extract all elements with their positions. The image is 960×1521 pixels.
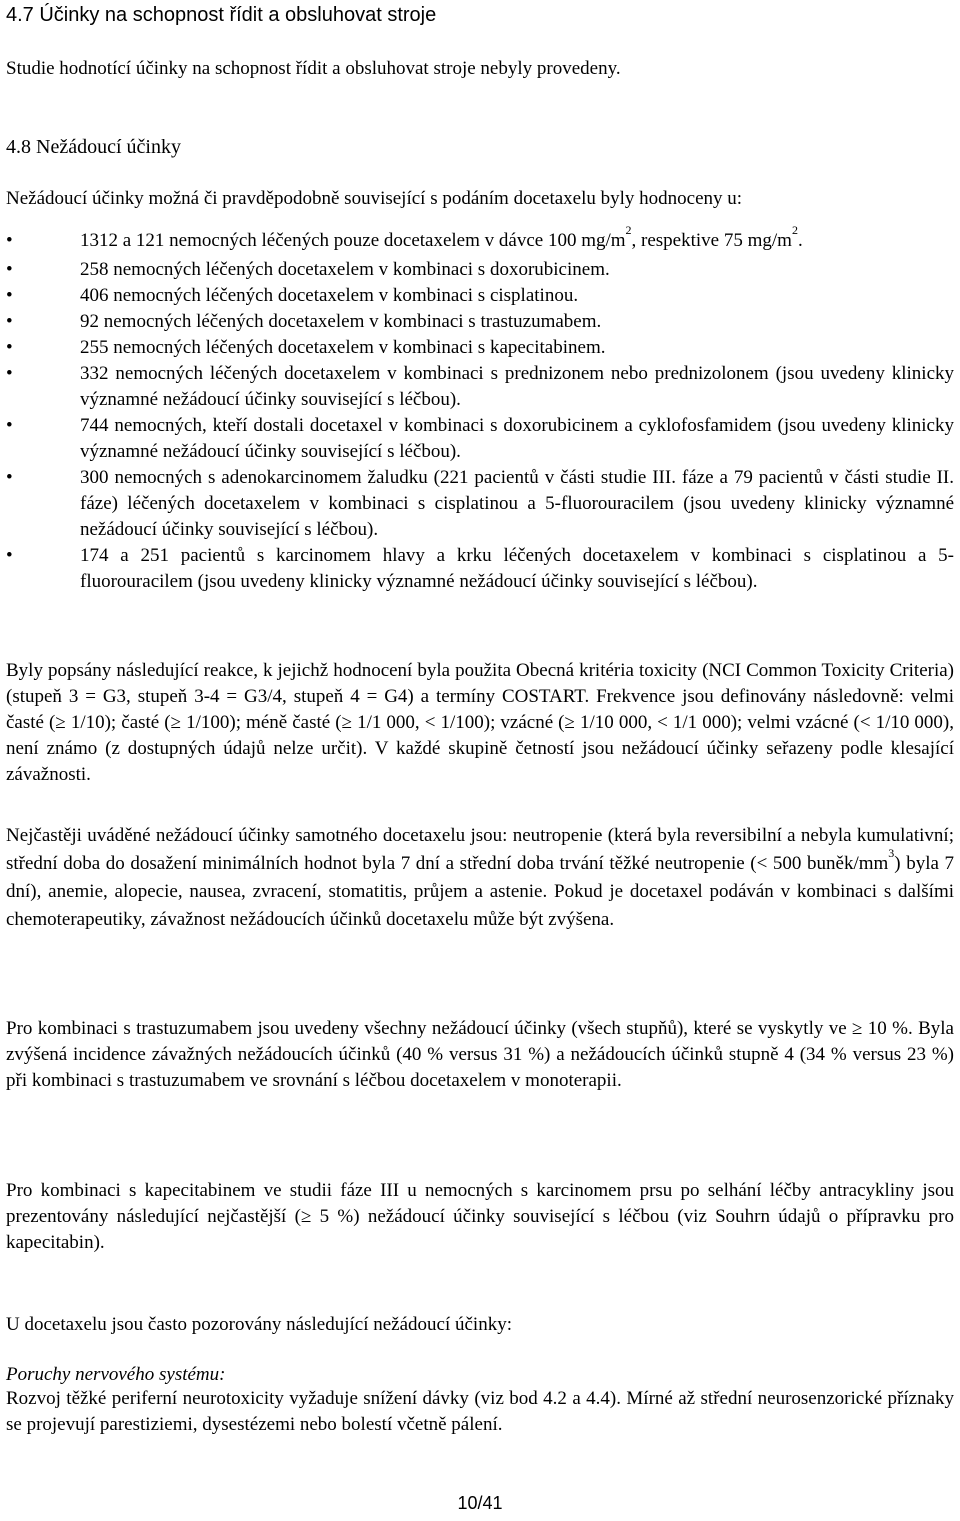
list-item-text: 332 nemocných léčených docetaxelem v kombinaci s prednizonem nebo prednizolonem (jsou uvedeny klinicky významné nežádoucí účinky související s léčbou). [80,363,954,410]
section-4-7-heading: 4.7 Účinky na schopnost řídit a obsluhovat stroje [6,4,437,26]
section-4-8-intro [6,186,954,212]
bullet-icon: • [6,467,13,488]
bullet-icon: • [6,337,13,358]
nervous-system-section [6,1364,954,1438]
list-item [6,413,954,465]
list-item-text: 406 nemocných léčených docetaxelem v kombinaci s cisplatinou. [80,285,579,306]
bullet-icon: • [6,259,13,280]
section-4-7 [6,2,954,28]
list-item [6,257,954,283]
paragraph-text: ) byla 7 dní), anemie, alopecie, nausea, zvracení, stomatitis, průjem a astenie. Pokud je docetaxel podáván v kombinaci s dalšími chemoterapeutiky, závažnost nežádoucích účinků docetaxelu může být zvýšena. [6,853,954,930]
paragraph-text: Nejčastěji uváděné nežádoucí účinky samotného docetaxelu jsou: neutropenie (která byla reversibilní a nebyla kumulativní; střední doba do dosažení minimálních hodnot byla 7 dní a střední doba trvání těžké neutropenie (< 500 buněk/mm [6,825,954,874]
page-number: 10/41 [457,1493,503,1513]
trastuzumab-paragraph [6,1016,954,1094]
list-item [6,361,954,413]
list-item-text: , respektive 75 mg/m [631,230,792,251]
list-item-text: 174 a 251 pacientů s karcinomem hlavy a krku léčených docetaxelem v kombinaci s cisplatinou a 5-fluorouracilem (jsou uvedeny klinicky významné nežádoucí účinky související s léčbou). [80,545,954,592]
nervous-system-subheading: Poruchy nervového systému: [6,1364,226,1385]
common-effects-text [6,822,954,934]
bullet-icon: • [6,545,13,566]
patient-groups-list [6,225,954,595]
section-4-8-heading: 4.8 Nežádoucí účinky [6,136,181,158]
list-item [6,335,954,361]
section-4-8 [6,134,954,160]
common-effects-paragraph [6,822,954,934]
trastuzumab-text: Pro kombinaci s trastuzumabem jsou uvedeny všechny nežádoucí účinky (všech stupňů), které se vyskytly ve ≥ 10 %. Byla zvýšená incidence závažných nežádoucích účinků (40 % versus 31 %) a nežádoucích účinků stupně 4 (34 % versus 23 %) při kombinaci s trastuzumabem ve srovnání s léčbou docetaxelem v monoterapii. [6,1018,954,1091]
superscript: 3 [888,846,895,860]
list-item [6,465,954,543]
observed-paragraph [6,1312,954,1338]
bullet-icon: • [6,230,13,251]
capecitabine-text: Pro kombinaci s kapecitabinem ve studii fáze III u nemocných s karcinomem prsu po selhání léčby antracykliny jsou prezentovány následující nejčastější (≥ 5 %) nežádoucí účinky související s léčbou (viz Souhrn údajů o přípravku pro kapecitabin). [6,1180,954,1253]
section-4-7-text: Studie hodnotící účinky na schopnost řídit a obsluhovat stroje nebyly provedeny. [6,58,621,79]
list-item [6,225,954,257]
nervous-system-text: Rozvoj těžké periferní neurotoxicity vyžaduje snížení dávky (viz bod 4.2 a 4.4). Mírné až střední neurosenzorické příznaky se projevují parestiziemi, dysestézemi nebo bolestí včetně pálení. [6,1388,954,1435]
observed-text: U docetaxelu jsou často pozorovány následující nežádoucí účinky: [6,1314,512,1335]
list-item-text: 92 nemocných léčených docetaxelem v kombinaci s trastuzumabem. [80,311,602,332]
list-item-text: 255 nemocných léčených docetaxelem v kombinaci s kapecitabinem. [80,337,606,358]
criteria-text: Byly popsány následující reakce, k jejichž hodnocení byla použita Obecná kritéria toxicity (NCI Common Toxicity Criteria) (stupeň 3 = G3, stupeň 3-4 = G3/4, stupeň 4 = G4) a termíny COSTART. Frekvence jsou definovány následovně: velmi časté (≥ 1/10); časté (≥ 1/100); méně časté (≥ 1/1 000, < 1/100); vzácné (≥ 1/10 000, < 1/1 000); velmi vzácné (< 1/10 000), není známo (z dostupných údajů nelze určit). V každé skupině četností jsou nežádoucí účinky seřazeny podle klesající závažnosti. [6,660,954,785]
list-item [6,283,954,309]
bullet-icon: • [6,415,13,436]
superscript: 2 [625,223,632,237]
list-item-text: 744 nemocných, kteří dostali docetaxel v kombinaci s doxorubicinem a cyklofosfamidem (jsou uvedeny klinicky významné nežádoucí účinky související s léčbou). [80,415,954,462]
criteria-paragraph [6,658,954,788]
list-item-text: 1312 a 121 nemocných léčených pouze docetaxelem v dávce 100 mg/m [80,230,626,251]
section-4-7-body [6,56,954,82]
bullet-icon: • [6,311,13,332]
list-item-text: 300 nemocných s adenokarcinomem žaludku (221 pacientů v části studie III. fáze a 79 pacientů v části studie II. fáze) léčených docetaxelem v kombinaci s cisplatinou a 5-fluorouracilem (jsou uvedeny klinicky významné nežádoucí účinky související s léčbou). [80,467,954,540]
list-item [6,543,954,595]
list-item-text: 258 nemocných léčených docetaxelem v kombinaci s doxorubicinem. [80,259,610,280]
superscript: 2 [791,223,798,237]
bullet-icon: • [6,363,13,384]
list-item-text: . [797,230,803,251]
bullet-icon: • [6,285,13,306]
list-item [6,309,954,335]
intro-text: Nežádoucí účinky možná či pravděpodobně související s podáním docetaxelu byly hodnoceny u: [6,188,743,209]
capecitabine-paragraph [6,1178,954,1256]
